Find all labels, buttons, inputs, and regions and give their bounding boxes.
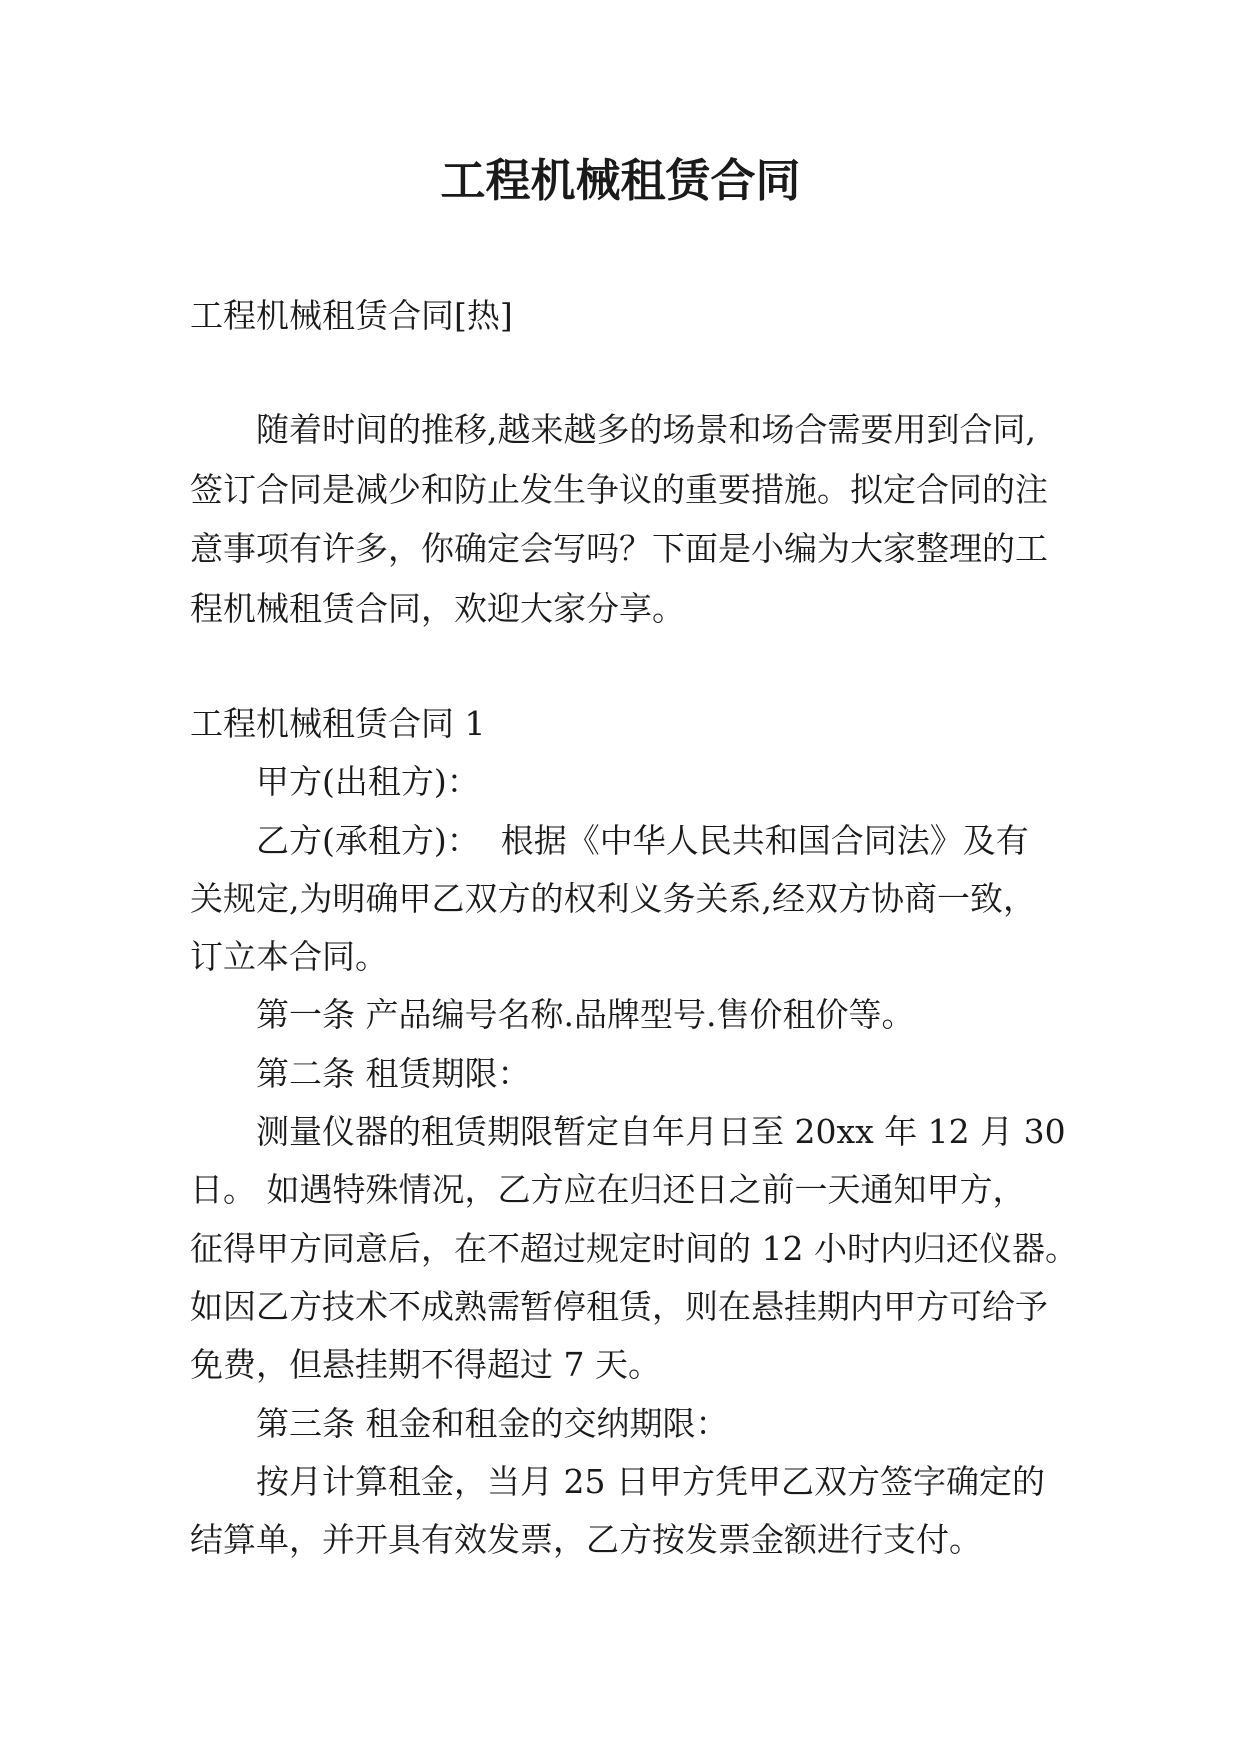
article-3-heading: 第三条 租金和租金的交纳期限： — [256, 1403, 729, 1443]
text-line: 如因乙方技术不成熟需暂停租赁，则在悬挂期内甲方可给予 — [190, 1286, 1048, 1326]
text-line: 乙方(承租方)： 根据《中华人民共和国合同法》及有 — [256, 820, 1029, 860]
text-line: 随着时间的推移,越来越多的场景和场合需要用到合同, — [256, 410, 1036, 449]
contract-body — [190, 695, 1078, 1569]
document-subtitle: 工程机械租赁合同[热] — [190, 296, 513, 335]
contract-heading: 工程机械租赁合同 1 — [190, 704, 486, 743]
text-line: 征得甲方同意后，在不超过规定时间的 12 小时内归还仪器。 — [190, 1228, 1078, 1268]
text-line: 关规定,为明确甲乙双方的权利义务关系,经双方协商一致， — [190, 878, 1036, 918]
text-line: 日。 如遇特殊情况，乙方应在归还日之前一天通知甲方， — [190, 1170, 1026, 1210]
party-a-line: 甲方(出租方)： — [256, 762, 480, 802]
article-3-paragraph — [190, 1453, 1078, 1570]
party-b-paragraph — [190, 812, 1078, 987]
text-line: 测量仪器的租赁期限暂定自年月日至 20xx 年 12 月 30 — [256, 1112, 1066, 1152]
text-line: 签订合同是减少和防止发生争议的重要措施。拟定合同的注 — [190, 469, 1048, 509]
article-2-paragraph — [190, 1103, 1078, 1394]
text-line: 结算单，并开具有效发票，乙方按发票金额进行支付。 — [190, 1520, 982, 1560]
intro-paragraph — [190, 400, 1048, 639]
text-line: 意事项有许多，你确定会写吗？下面是小编为大家整理的工 — [190, 529, 1048, 569]
text-line: 订立本合同。 — [190, 937, 388, 977]
text-line: 程机械租赁合同，欢迎大家分享。 — [190, 589, 685, 629]
article-2-heading: 第二条 租赁期限： — [256, 1053, 531, 1093]
text-line: 按月计算租金，当月 25 日甲方凭甲乙双方签字确定的 — [256, 1461, 1045, 1501]
text-line: 免费，但悬挂期不得超过 7 天。 — [190, 1345, 661, 1385]
article-1: 第一条 产品编号名称.品牌型号.售价租价等。 — [256, 995, 915, 1035]
document-title: 工程机械租赁合同 — [440, 154, 801, 207]
